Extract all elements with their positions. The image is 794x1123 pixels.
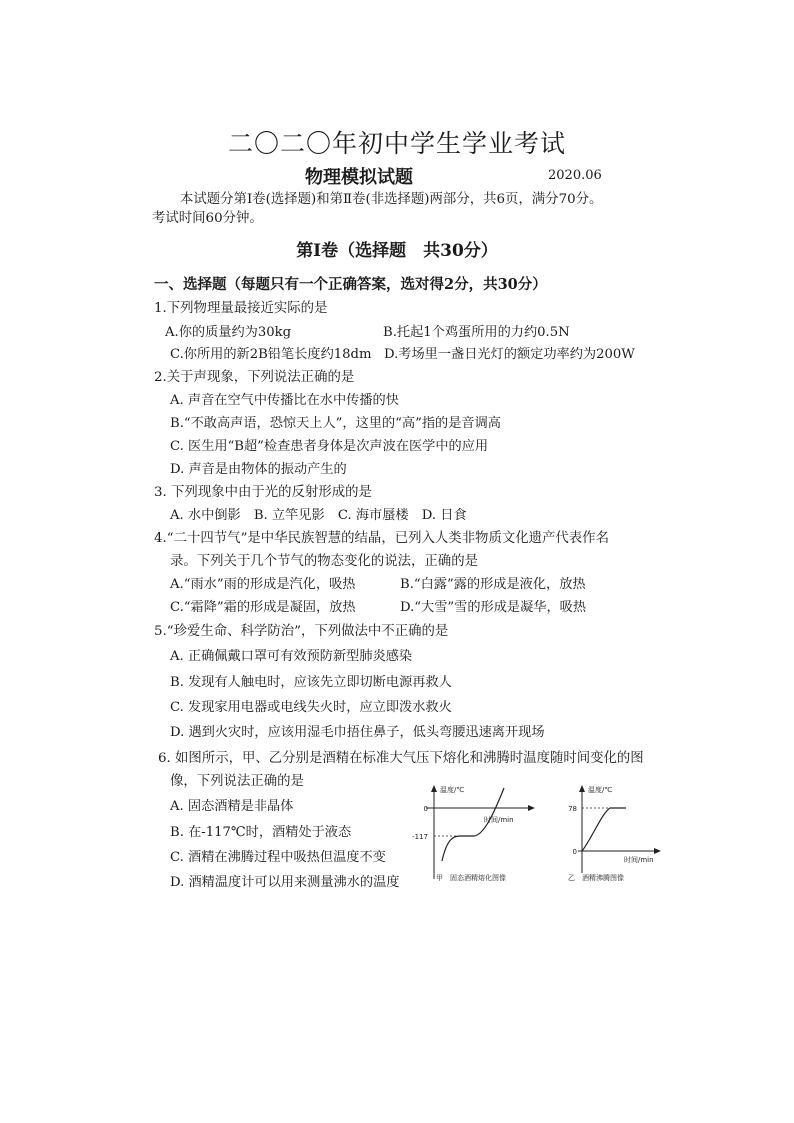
boiling-y-arrow (579, 785, 585, 792)
question-5-option-b: B. 发现有人触电时，应该先立即切断电源再救人 (170, 675, 452, 690)
question-2-option-a: A. 声音在空气中传播比在水中传播的快 (170, 393, 399, 408)
boiling-ylabel: 温度/℃ (588, 786, 613, 794)
boiling-y-bottom: 0 (572, 848, 577, 856)
question-4-option-b: B.“白露”露的形成是液化，放热 (400, 577, 586, 592)
question-1-option-a: A.你的质量约为30kg (165, 325, 292, 340)
melting-x-arrow (528, 805, 535, 811)
question-2-stem: 2.关于声现象，下列说法正确的是 (154, 370, 355, 385)
boiling-caption: 乙 酒精沸腾图像 (568, 874, 624, 882)
melting-caption: 甲 固态酒精熔化图像 (436, 874, 506, 882)
melting-y-top: 0 (423, 805, 428, 813)
question-1-option-d: D.考场里一盏日光灯的额定功率约为200W (384, 347, 635, 362)
question-1-stem: 1.下列物理量最接近实际的是 (154, 301, 328, 316)
part-title: 一、选择题（每题只有一个正确答案，选对得2分，共30分） (154, 276, 547, 293)
question-5-option-a: A. 正确佩戴口罩可有效预防新型肺炎感染 (170, 649, 413, 664)
question-2-option-b: B.“不敢高声语，恐惊天上人”，这里的“高”指的是音调高 (170, 416, 501, 431)
question-1-option-c: C.你所用的新2B铅笔长度约18dm (170, 347, 372, 362)
exam-date: 2020.06 (548, 168, 602, 183)
question-4-stem: 4.“二十四节气”是中华民族智慧的结晶，已列入人类非物质文化遗产代表作名 (154, 531, 609, 546)
question-3-options: A. 水中倒影 B. 立竿见影 C. 海市蜃楼 D. 日食 (170, 508, 467, 523)
question-2-option-d: D. 声音是由物体的振动产生的 (170, 462, 347, 477)
intro-line-2: 考试时间60分钟。 (152, 211, 263, 226)
question-3-stem: 3. 下列现象中由于光的反射形成的是 (154, 485, 372, 500)
figure-melting-graph (414, 783, 538, 885)
exam-title: 二〇二〇年初中学生学业考试 (227, 129, 566, 158)
question-6-stem-cont: 像，下列说法正确的是 (170, 774, 304, 789)
question-5-stem: 5.“珍爱生命、科学防治”，下列做法中不正确的是 (154, 624, 449, 639)
question-5-option-c: C. 发现家用电器或电线失火时，应立即泼水救火 (170, 700, 452, 715)
intro-line-1: 本试题分第Ⅰ卷(选择题)和第Ⅱ卷(非选择题)两部分，共6页，满分70分。 (180, 192, 603, 207)
question-1-option-b: B.托起1个鸡蛋所用的力约0.5N (383, 325, 570, 340)
question-4-option-d: D.“大雪”雪的形成是凝华，吸热 (400, 600, 587, 615)
question-6-option-b: B. 在-117℃时，酒精处于液态 (170, 825, 352, 840)
question-2-option-c: C. 医生用“B超”检查患者身体是次声波在医学中的应用 (170, 439, 489, 454)
question-6-stem: 6. 如图所示，甲、乙分别是酒精在标准大气压下熔化和沸腾时温度随时间变化的图 (158, 751, 644, 766)
figure-boiling-graph (560, 783, 664, 885)
exam-subtitle: 物理模拟试题 (305, 167, 413, 188)
melting-y-bottom: -117 (412, 833, 428, 841)
boiling-x-arrow (654, 848, 661, 854)
boiling-y-top: 78 (568, 805, 577, 813)
question-6-option-a: A. 固态酒精是非晶体 (170, 799, 294, 814)
question-5-option-d: D. 遇到火灾时，应该用湿毛巾捂住鼻子，低头弯腰迅速离开现场 (170, 725, 545, 740)
question-6-option-c: C. 酒精在沸腾过程中吸热但温度不变 (170, 850, 386, 865)
question-4-option-c: C.“霜降”霜的形成是凝固，放热 (170, 600, 356, 615)
question-6-option-d: D. 酒精温度计可以用来测量沸水的温度 (170, 875, 400, 890)
exam-intro (152, 190, 602, 228)
melting-ylabel: 温度/℃ (440, 786, 465, 794)
melting-y-arrow (431, 785, 437, 792)
question-4-stem-cont: 录。下列关于几个节气的物态变化的说法，正确的是 (170, 554, 478, 569)
section-title: 第Ⅰ卷（选择题 共30分） (296, 241, 498, 261)
question-4-option-a: A.“雨水”雨的形成是汽化，吸热 (170, 577, 356, 592)
boiling-xlabel: 时间/min (624, 856, 654, 864)
melting-xlabel: 时间/min (484, 816, 514, 824)
melting-curve (442, 788, 504, 861)
boiling-curve (582, 808, 626, 851)
